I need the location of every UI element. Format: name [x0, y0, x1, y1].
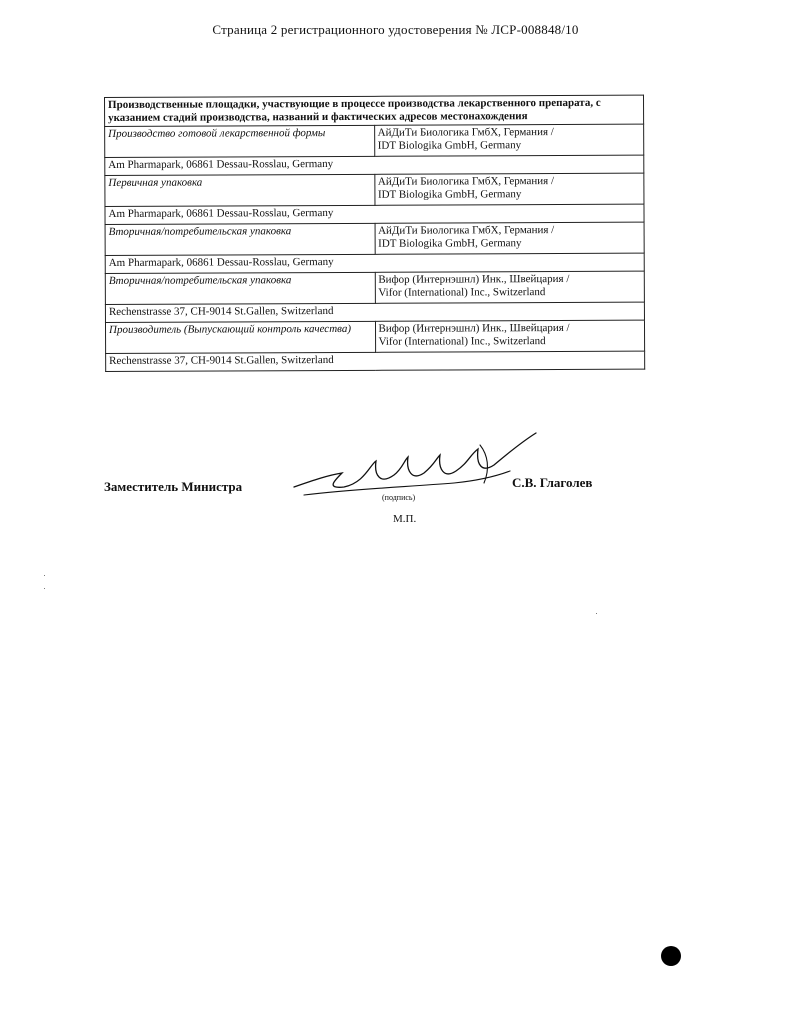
table-row	[105, 173, 644, 206]
table-row	[105, 204, 644, 224]
table-row	[105, 124, 644, 157]
address-cell: Rechenstrasse 37, CH-9014 St.Gallen, Switzerland	[106, 351, 645, 371]
scan-speck	[44, 588, 45, 589]
table-row	[105, 271, 644, 304]
company-cell	[374, 173, 644, 205]
company-cell	[374, 124, 644, 156]
company-name-en: IDT Biologika GmbH, Germany	[377, 188, 522, 201]
company-cell	[375, 271, 645, 303]
address-cell: Am Pharmapark, 06861 Dessau-Rosslau, Germany	[105, 155, 644, 175]
table-heading-row	[105, 95, 644, 126]
company-name-ru: Вифор (Интернэшнл) Инк., Швейцария /	[378, 321, 570, 335]
hole-punch-mark	[661, 946, 681, 966]
scan-speck	[596, 613, 597, 614]
seal-mark: М.П.	[393, 513, 417, 525]
signature-caption: (подпись)	[382, 493, 416, 502]
scan-speck	[44, 575, 45, 576]
table-row	[105, 155, 644, 175]
table-row	[105, 302, 644, 322]
company-name-en: Vifor (International) Inc., Switzerland	[378, 335, 546, 348]
production-sites-table	[104, 95, 645, 372]
page-title: Страница 2 регистрационного удостоверения № ЛСР-008848/10	[212, 22, 579, 37]
company-name-en: IDT Biologika GmbH, Germany	[377, 139, 522, 152]
table-row	[105, 320, 644, 353]
company-name-ru: Вифор (Интернэшнл) Инк., Швейцария /	[378, 272, 570, 286]
table-row	[106, 351, 645, 371]
signer-name: С.В. Глаголев	[512, 475, 593, 490]
table-heading: Производственные площадки, участвующие в процессе производства лекарственного препарата, с указанием стадий производства, названий и фактических адресов местонахождения	[105, 95, 644, 126]
company-name-en: IDT Biologika GmbH, Germany	[378, 237, 522, 250]
company-cell	[375, 222, 645, 254]
company-name-en: Vifor (International) Inc., Switzerland	[378, 286, 546, 299]
address-cell: Rechenstrasse 37, CH-9014 St.Gallen, Switzerland	[105, 302, 644, 322]
signature-block	[104, 475, 644, 535]
stage-cell: Производитель (Выпускающий контроль качества)	[105, 321, 375, 353]
company-cell	[375, 320, 645, 352]
address-cell: Am Pharmapark, 06861 Dessau-Rosslau, Germany	[105, 204, 644, 224]
address-cell: Am Pharmapark, 06861 Dessau-Rosslau, Germany	[105, 253, 644, 273]
company-name-ru: АйДиТи Биологика ГмбХ, Германия /	[377, 126, 554, 139]
stage-cell: Производство готовой лекарственной формы	[105, 125, 375, 157]
company-name-ru: АйДиТи Биологика ГмбХ, Германия /	[378, 224, 555, 237]
company-name-ru: АйДиТи Биологика ГмбХ, Германия /	[377, 175, 555, 188]
deputy-minister-title: Заместитель Министра	[104, 479, 243, 494]
stage-cell: Вторичная/потребительская упаковка	[105, 223, 375, 255]
table-row	[105, 222, 644, 255]
stage-cell: Вторичная/потребительская упаковка	[105, 272, 375, 304]
table-row	[105, 253, 644, 273]
stage-cell: Первичная упаковка	[105, 174, 375, 206]
